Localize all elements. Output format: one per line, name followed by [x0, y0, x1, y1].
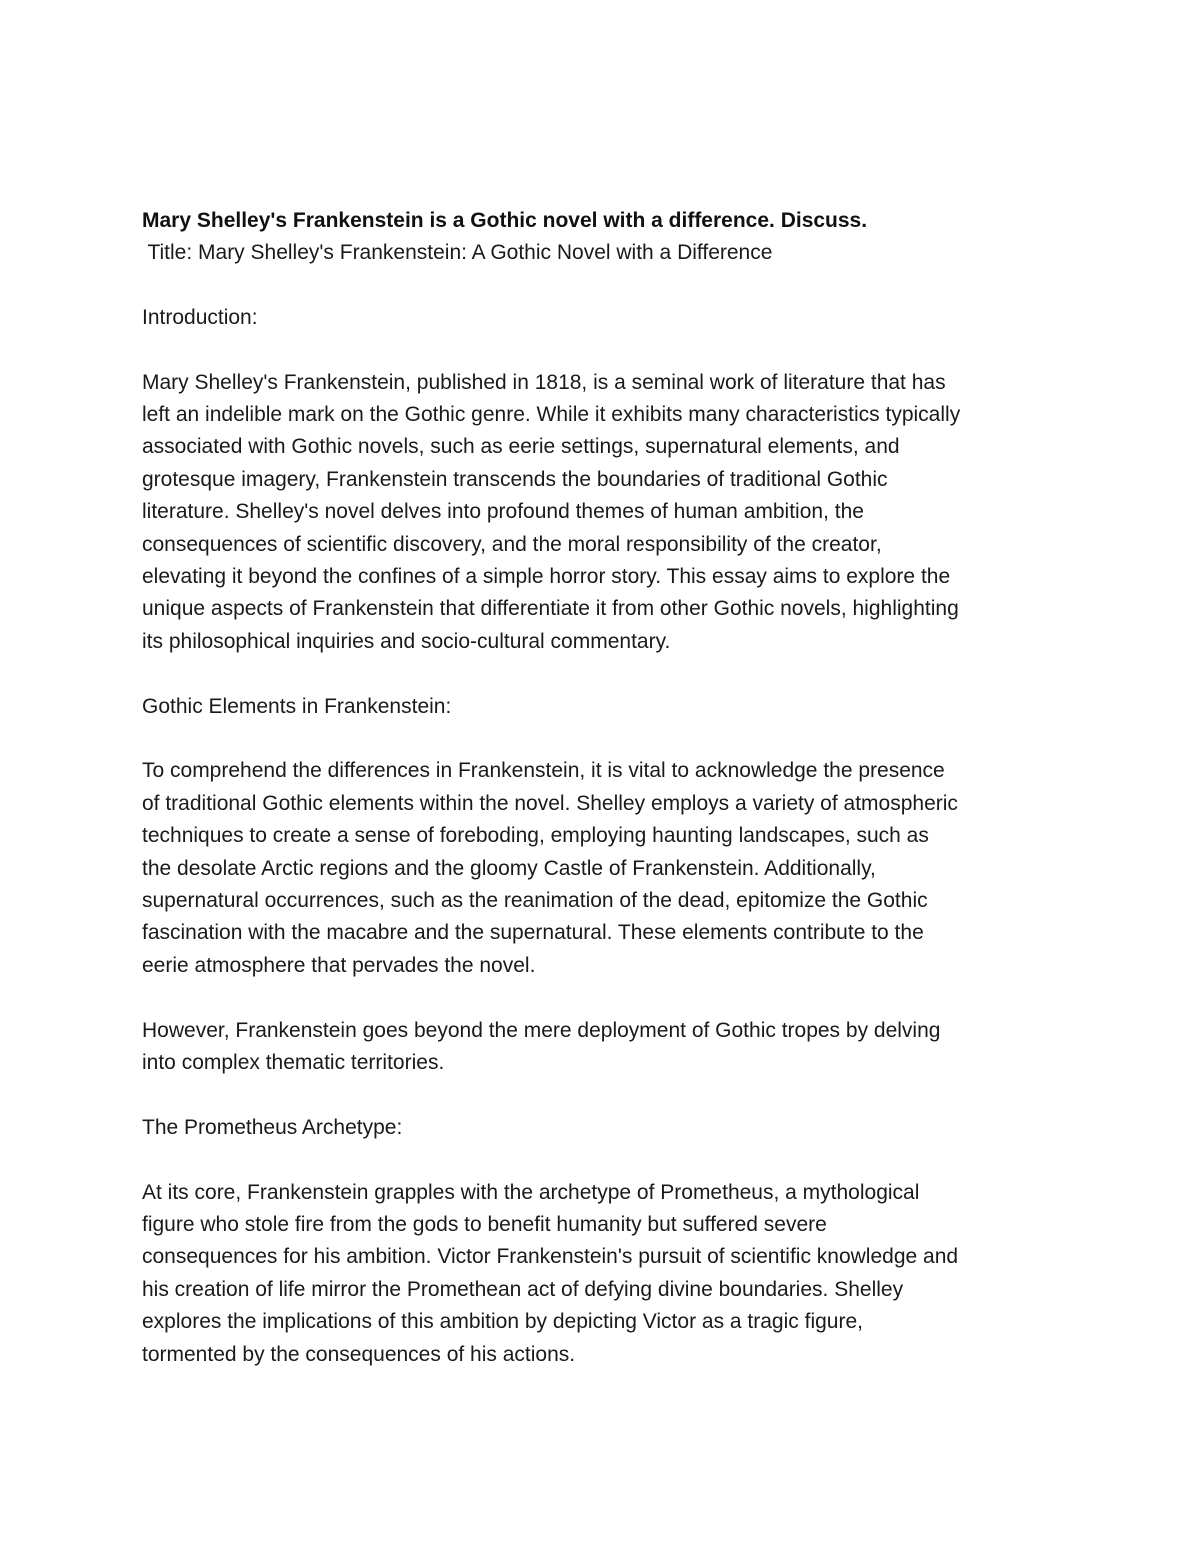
paragraph-line: However, Frankenstein goes beyond the mere deployment of Gothic tropes by delving [142, 1018, 941, 1042]
paragraph-line: grotesque imagery, Frankenstein transcends the boundaries of traditional Gothic [142, 467, 888, 491]
paragraph-line: unique aspects of Frankenstein that differentiate it from other Gothic novels, highlighting [142, 597, 959, 621]
paragraph-line: Mary Shelley's Frankenstein, published in 1818, is a seminal work of literature that has [142, 370, 946, 394]
essay-question: Mary Shelley's Frankenstein is a Gothic novel with a difference. Discuss. [142, 209, 868, 232]
paragraph-line: left an indelible mark on the Gothic genre. While it exhibits many characteristics typically [142, 403, 961, 426]
paragraph-line: his creation of life mirror the Promethean act of defying divine boundaries. Shelley [142, 1277, 904, 1301]
paragraph-line: literature. Shelley's novel delves into profound themes of human ambition, the [142, 500, 864, 524]
gothic-elements-paragraph [142, 755, 1072, 982]
paragraph-line: its philosophical inquiries and socio-cultural commentary. [142, 629, 671, 653]
paragraph-line: explores the implications of this ambition by depicting Victor as a tragic figure, [142, 1310, 863, 1334]
paragraph-line: of traditional Gothic elements within the novel. Shelley employs a variety of atmospheric [142, 791, 958, 815]
paragraph-line: techniques to create a sense of foreboding, employing haunting landscapes, such as [142, 824, 929, 848]
paragraph-line: At its core, Frankenstein grapples with the archetype of Prometheus, a mythological [142, 1180, 920, 1204]
paragraph-line: supernatural occurrences, such as the reanimation of the dead, epitomize the Gothic [142, 889, 928, 913]
blank-line [142, 1079, 1072, 1111]
paragraph-line: To comprehend the differences in Frankenstein, it is vital to acknowledge the presence [142, 759, 945, 783]
blank-line [142, 269, 1072, 301]
paragraph-line: tormented by the consequences of his actions. [142, 1342, 576, 1366]
document-page [142, 205, 1072, 1371]
prometheus-paragraph [142, 1177, 1072, 1371]
paragraph-line: elevating it beyond the confines of a simple horror story. This essay aims to explore the [142, 565, 951, 589]
paragraph-line: consequences of scientific discovery, and the moral responsibility of the creator, [142, 532, 882, 556]
section-heading-introduction: Introduction: [142, 305, 258, 329]
paragraph-line: consequences for his ambition. Victor Frankenstein's pursuit of scientific knowledge and [142, 1245, 959, 1269]
introduction-paragraph [142, 367, 1072, 659]
blank-line [142, 723, 1072, 755]
blank-line [142, 658, 1072, 690]
essay-title: Title: Mary Shelley's Frankenstein: A Gothic Novel with a Difference [142, 241, 773, 264]
paragraph-line: fascination with the macabre and the supernatural. These elements contribute to the [142, 921, 924, 945]
section-heading-gothic-elements: Gothic Elements in Frankenstein: [142, 694, 452, 718]
paragraph-line: associated with Gothic novels, such as eerie settings, supernatural elements, and [142, 435, 900, 459]
paragraph-line: eerie atmosphere that pervades the novel. [142, 953, 536, 977]
transition-paragraph [142, 1015, 1072, 1080]
section-heading-prometheus: The Prometheus Archetype: [142, 1115, 403, 1139]
paragraph-line: into complex thematic territories. [142, 1051, 445, 1075]
paragraph-line: the desolate Arctic regions and the gloomy Castle of Frankenstein. Additionally, [142, 856, 876, 880]
blank-line [142, 334, 1072, 366]
blank-line [142, 1144, 1072, 1176]
paragraph-line: figure who stole fire from the gods to benefit humanity but suffered severe [142, 1213, 827, 1237]
blank-line [142, 982, 1072, 1014]
